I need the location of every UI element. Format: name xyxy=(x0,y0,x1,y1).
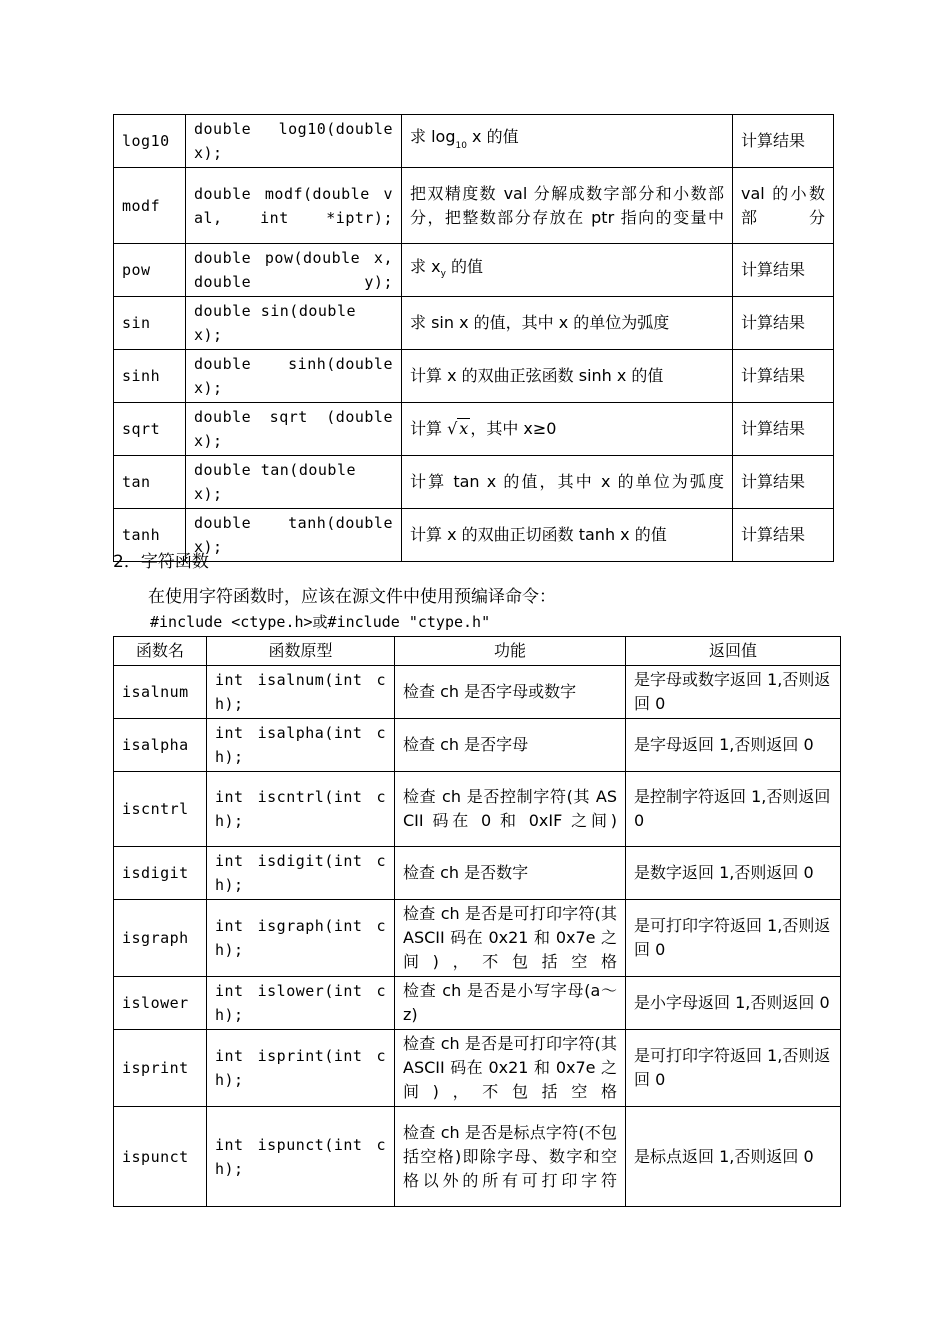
function-prototype: int ispunct(int ch); xyxy=(207,1107,395,1207)
table-row xyxy=(114,719,841,772)
function-description: 检查 ch 是否是可打印字符(其 ASCII 码在 0x21 和 0x7e 之间)，不包括空格 xyxy=(395,900,626,977)
table-header-row xyxy=(114,637,841,666)
table-row xyxy=(114,847,841,900)
function-name: isdigit xyxy=(114,847,207,900)
function-description: 检查 ch 是否是标点字符(不包括空格)即除字母、数字和空格以外的所有可打印字符 xyxy=(395,1107,626,1207)
function-name: tanh xyxy=(114,509,186,562)
table-row xyxy=(114,297,834,350)
function-description: 求 $\log_{10} x$ 的值 xyxy=(402,115,733,168)
table-row xyxy=(114,900,841,977)
return-value: 是字母返回 1,否则返回 0 xyxy=(626,719,841,772)
function-prototype: int iscntrl(int ch); xyxy=(207,772,395,847)
header-function: 功能 xyxy=(395,637,626,666)
char-functions-table xyxy=(113,636,841,1207)
return-value: 是可打印字符返回 1,否则返回 0 xyxy=(626,1030,841,1107)
section-title: 2．字符函数 xyxy=(113,552,209,572)
function-name: iscntrl xyxy=(114,772,207,847)
return-value: 是字母或数字返回 1,否则返回 0 xyxy=(626,666,841,719)
function-prototype: double sqrt (double x); xyxy=(186,403,402,456)
return-value: 是标点返回 1,否则返回 0 xyxy=(626,1107,841,1207)
function-description: 把双精度数 val 分解成数字部分和小数部分，把整数部分存放在 ptr 指向的变量中 xyxy=(402,168,733,244)
function-description: 检查 ch 是否字母或数字 xyxy=(395,666,626,719)
function-prototype: int isalnum(int ch); xyxy=(207,666,395,719)
function-name: ispunct xyxy=(114,1107,207,1207)
table-row xyxy=(114,1030,841,1107)
table-row xyxy=(114,509,834,562)
table-row xyxy=(114,168,834,244)
function-description: 计算 tan x 的值，其中 x 的单位为弧度 xyxy=(402,456,733,509)
function-description: 计算 √ x ，其中 x≥0 xyxy=(402,403,733,456)
table-row xyxy=(114,350,834,403)
return-value: 计算结果 xyxy=(733,115,834,168)
function-name: sinh xyxy=(114,350,186,403)
function-prototype: double tanh(double x); xyxy=(186,509,402,562)
header-prototype: 函数原型 xyxy=(207,637,395,666)
function-name: isalnum xyxy=(114,666,207,719)
function-description: 计算 x 的双曲正弦函数 sinh x 的值 xyxy=(402,350,733,403)
function-prototype: double tan(double x); xyxy=(186,456,402,509)
sqrt-expression: √ x xyxy=(447,419,469,438)
function-description: 检查 ch 是否是小写字母(a～z) xyxy=(395,977,626,1030)
return-value: 是控制字符返回 1,否则返回 0 xyxy=(626,772,841,847)
table-row xyxy=(114,1107,841,1207)
function-name: sqrt xyxy=(114,403,186,456)
function-name: sin xyxy=(114,297,186,350)
function-prototype: int isprint(int ch); xyxy=(207,1030,395,1107)
table-row xyxy=(114,456,834,509)
function-prototype: int isdigit(int ch); xyxy=(207,847,395,900)
function-description: 检查 ch 是否字母 xyxy=(395,719,626,772)
table-row xyxy=(114,403,834,456)
return-value: 计算结果 xyxy=(733,403,834,456)
function-prototype: int isgraph(int ch); xyxy=(207,900,395,977)
function-name: pow xyxy=(114,244,186,297)
include-directive: #include <ctype.h>或#include "ctype.h" xyxy=(150,613,491,631)
table-row xyxy=(114,977,841,1030)
function-prototype: double sinh(double x); xyxy=(186,350,402,403)
function-prototype: int isalpha(int ch); xyxy=(207,719,395,772)
function-description: 求 $x_y$ 的值 xyxy=(402,244,733,297)
return-value: val 的小数部分 xyxy=(733,168,834,244)
section-intro: 在使用字符函数时，应该在源文件中使用预编译命令： xyxy=(148,587,556,607)
function-name: log10 xyxy=(114,115,186,168)
function-prototype: double modf(double val, int *iptr); xyxy=(186,168,402,244)
function-prototype: double sin(double x); xyxy=(186,297,402,350)
function-name: isalpha xyxy=(114,719,207,772)
function-description: 检查 ch 是否是可打印字符(其 ASCII 码在 0x21 和 0x7e 之间)，不包括空格 xyxy=(395,1030,626,1107)
function-name: isgraph xyxy=(114,900,207,977)
function-name: isprint xyxy=(114,1030,207,1107)
function-name: islower xyxy=(114,977,207,1030)
return-value: 是数字返回 1,否则返回 0 xyxy=(626,847,841,900)
table-row xyxy=(114,244,834,297)
header-name: 函数名 xyxy=(114,637,207,666)
function-name: tan xyxy=(114,456,186,509)
return-value: 计算结果 xyxy=(733,456,834,509)
table-row xyxy=(114,115,834,168)
math-functions-table xyxy=(113,114,834,562)
return-value: 计算结果 xyxy=(733,509,834,562)
function-description: 检查 ch 是否控制字符(其 ASCII 码在 0 和 0xIF 之间) xyxy=(395,772,626,847)
function-prototype: int islower(int ch); xyxy=(207,977,395,1030)
return-value: 计算结果 xyxy=(733,244,834,297)
function-description: 计算 x 的双曲正切函数 tanh x 的值 xyxy=(402,509,733,562)
header-return: 返回值 xyxy=(626,637,841,666)
table-row xyxy=(114,666,841,719)
function-description: 求 sin x 的值，其中 x 的单位为弧度 xyxy=(402,297,733,350)
return-value: 计算结果 xyxy=(733,297,834,350)
function-prototype: double pow(double x, double y); xyxy=(186,244,402,297)
function-name: modf xyxy=(114,168,186,244)
return-value: 计算结果 xyxy=(733,350,834,403)
table-row xyxy=(114,772,841,847)
function-description: 检查 ch 是否数字 xyxy=(395,847,626,900)
function-prototype: double log10(double x); xyxy=(186,115,402,168)
return-value: 是小字母返回 1,否则返回 0 xyxy=(626,977,841,1030)
return-value: 是可打印字符返回 1,否则返回 0 xyxy=(626,900,841,977)
